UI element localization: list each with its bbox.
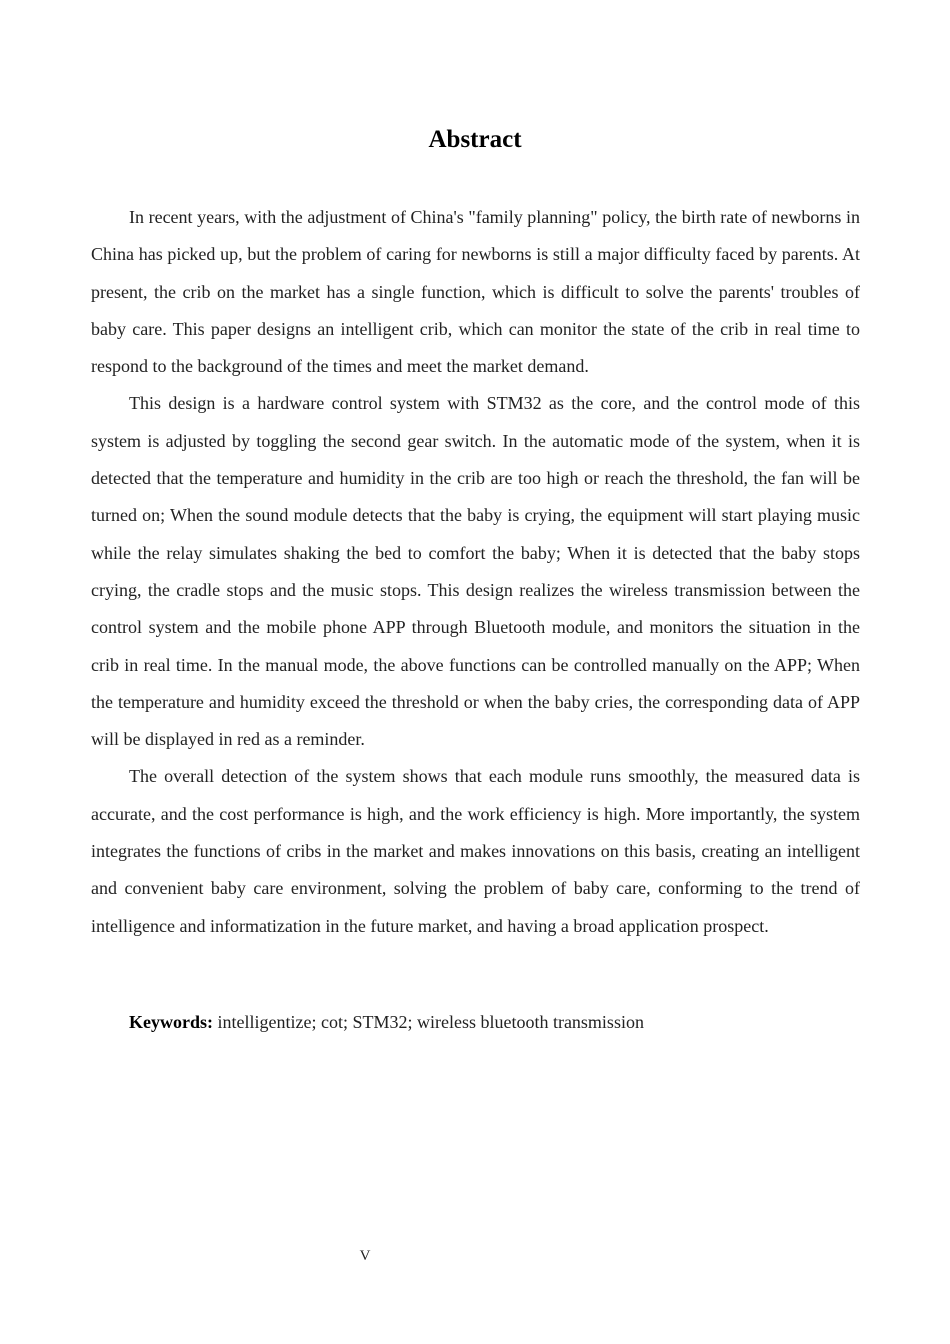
abstract-body [91, 199, 860, 945]
abstract-paragraph-3: The overall detection of the system shows that each module runs smoothly, the measured data is accurate, and the cost performance is high, and the work efficiency is high. More importantly, the system integrates the functions of cribs in the market and makes innovations on this basis, creating an intelligent and convenient baby care environment, solving the problem of baby care, conforming to the trend of intelligence and informatization in the future market, and having a broad application prospect. [91, 766, 860, 936]
keywords-text: intelligentize; cot; STM32; wireless bluetooth transmission [213, 1012, 644, 1032]
abstract-paragraph-2: This design is a hardware control system with STM32 as the core, and the control mode of this system is adjusted by toggling the second gear switch. In the automatic mode of the system, when it is detected that the temperature and humidity in the crib are too high or reach the threshold, the fan will be turned on; When the sound module detects that the baby is crying, the equipment will start playing music while the relay simulates shaking the bed to comfort the baby; When it is detected that the baby stops crying, the cradle stops and the music stops. This design realizes the wireless transmission between the control system and the mobile phone APP through Bluetooth module, and monitors the situation in the crib in real time. In the manual mode, the above functions can be controlled manually on the APP; When the temperature and humidity exceed the threshold or when the baby cries, the corresponding data of APP will be displayed in red as a reminder. [91, 393, 860, 750]
abstract-title: Abstract [428, 126, 522, 153]
keywords-line [129, 1006, 860, 1038]
page-number: V [359, 1248, 371, 1264]
abstract-paragraph-1: In recent years, with the adjustment of China's "family planning" policy, the birth rate of newborns in China has picked up, but the problem of caring for newborns is still a major difficulty faced by parents. At present, the crib on the market has a single function, which is difficult to solve the parents' troubles of baby care. This paper designs an intelligent crib, which can monitor the state of the crib in real time to respond to the background of the times and meet the market demand. [91, 207, 860, 377]
keywords-label: Keywords: [129, 1012, 213, 1032]
